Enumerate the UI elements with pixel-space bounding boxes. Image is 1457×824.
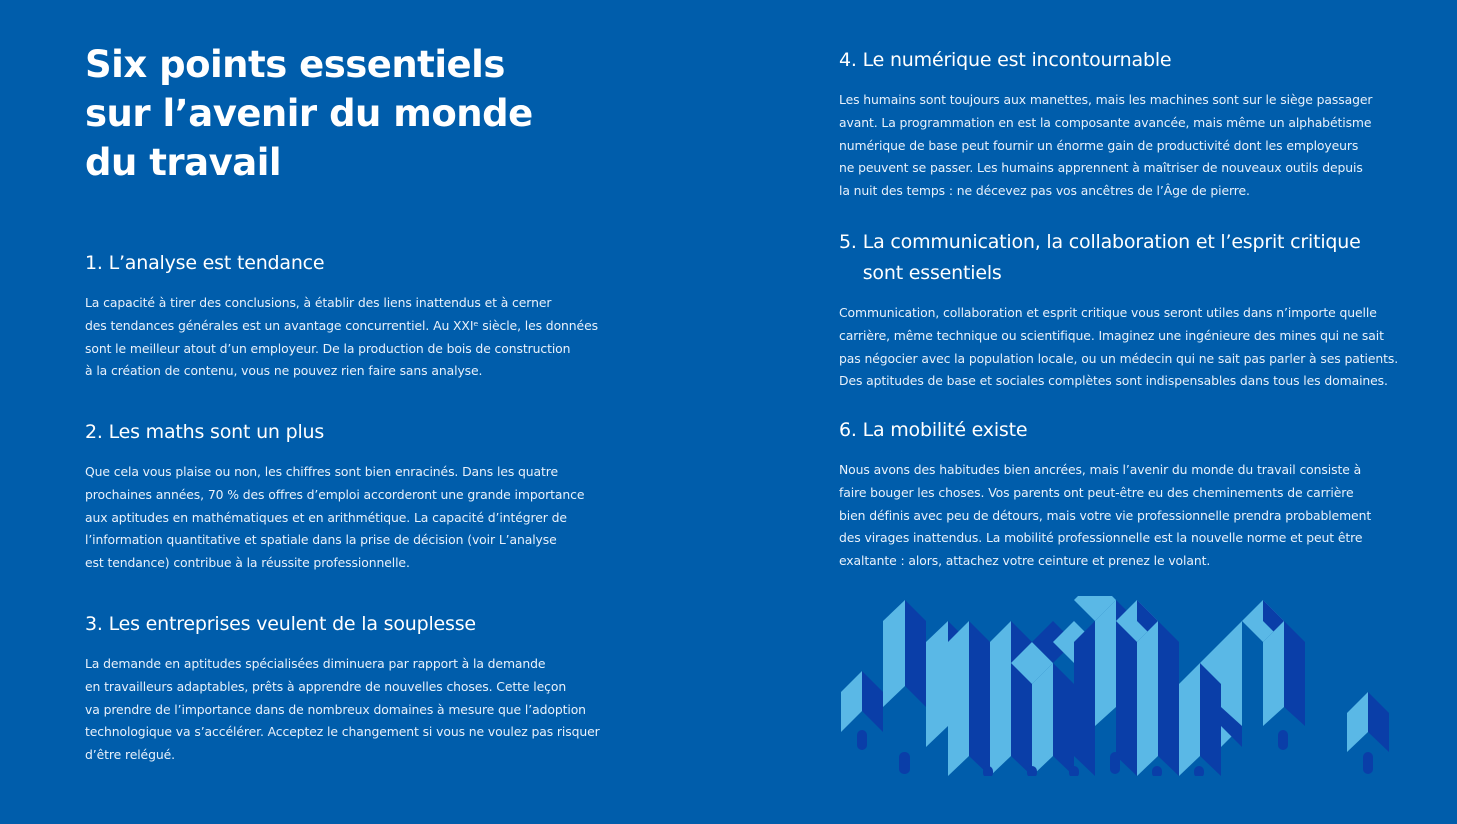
section-maths bbox=[85, 417, 605, 575]
section-heading bbox=[85, 609, 605, 640]
section-heading-text: Les entreprises veulent de la souplesse bbox=[108, 613, 476, 635]
page-title: Six points essentiels sur l’avenir du monde du travail bbox=[85, 43, 533, 184]
section-heading bbox=[839, 415, 1419, 446]
section-digital bbox=[839, 45, 1419, 203]
section-heading bbox=[85, 248, 605, 279]
section-body: Nous avons des habitudes bien ancrées, mais l’avenir du monde du travail consiste à faire bouger les choses. Vos parents ont peut-être eu des cheminements de carrière bien définis avec peu de détours, mais votre vie professionnelle prendra probablement des virages inattendus. La mobilité professionnelle est la nouvelle norme et peut être exaltante : alors, attachez votre ceinture et prenez le volant. bbox=[839, 462, 1372, 569]
section-body: La capacité à tirer des conclusions, à établir des liens inattendus et à cerner des tendances générales est un avantage concurrentiel. Au XXIᵉ siècle, les données sont le meilleur atout d’un employeur. De la production de bois de construction à la création de contenu, vous ne pouvez rien faire sans analyse. bbox=[85, 295, 598, 379]
section-number: 1. bbox=[85, 252, 103, 274]
section-body: Que cela vous plaise ou non, les chiffres sont bien enracinés. Dans les quatre prochaines années, 70 % des offres d’emploi accorderont une grande importance aux aptitudes en mathématiques et en arithmétique. La capacité d’intégrer de l’information quantitative et spatiale dans la prise de décision (voir L’analyse est tendance) contribue à la réussite professionnelle. bbox=[85, 464, 585, 571]
section-heading bbox=[839, 227, 1419, 289]
section-heading-text: L’analyse est tendance bbox=[108, 252, 325, 274]
section-heading bbox=[85, 417, 605, 448]
section-mobility bbox=[839, 415, 1419, 573]
section-number: 2. bbox=[85, 421, 103, 443]
skyline-buildings bbox=[841, 596, 1389, 776]
section-heading-text: Le numérique est incontournable bbox=[862, 49, 1172, 71]
section-heading-text: Les maths sont un plus bbox=[108, 421, 325, 443]
section-number: 6. bbox=[839, 419, 857, 441]
section-analysis bbox=[85, 248, 605, 383]
section-number: 4. bbox=[839, 49, 857, 71]
section-body: Les humains sont toujours aux manettes, mais les machines sont sur le siège passager avant. La programmation en est la composante avancée, mais même un alphabétisme numérique de base peut fournir un énorme gain de productivité dont les employeurs ne peuvent se passer. Les humains apprennent à maîtriser de nouveaux outils depuis la nuit des temps : ne décevez pas vos ancêtres de l’Âge de pierre. bbox=[839, 92, 1373, 199]
city-skyline-illustration bbox=[838, 596, 1394, 776]
section-body: La demande en aptitudes spécialisées diminuera par rapport à la demande en travailleurs adaptables, prêts à apprendre de nouvelles choses. Cette leçon va prendre de l’importance dans de nombreux domaines à mesure que l’adoption technologique va s’accélérer. Acceptez le changement si vous ne voulez pas risquer d’être relégué. bbox=[85, 656, 600, 763]
section-communication bbox=[839, 227, 1419, 393]
section-heading bbox=[839, 45, 1419, 76]
section-heading-text: La communication, la collaboration et l’esprit critique sont essentiels bbox=[862, 231, 1361, 284]
section-heading-text: La mobilité existe bbox=[862, 419, 1028, 441]
section-body: Communication, collaboration et esprit critique vous seront utiles dans n’importe quelle carrière, même technique ou scientifique. Imaginez une ingénieure des mines qui ne sait pas négocier avec la population locale, ou un médecin qui ne sait pas parler à ses patients. Des aptitudes de base et sociales complètes sont indispensables dans tous les domaines. bbox=[839, 305, 1399, 389]
section-number: 5. bbox=[839, 231, 857, 253]
section-number: 3. bbox=[85, 613, 103, 635]
section-flexibility bbox=[85, 609, 605, 767]
